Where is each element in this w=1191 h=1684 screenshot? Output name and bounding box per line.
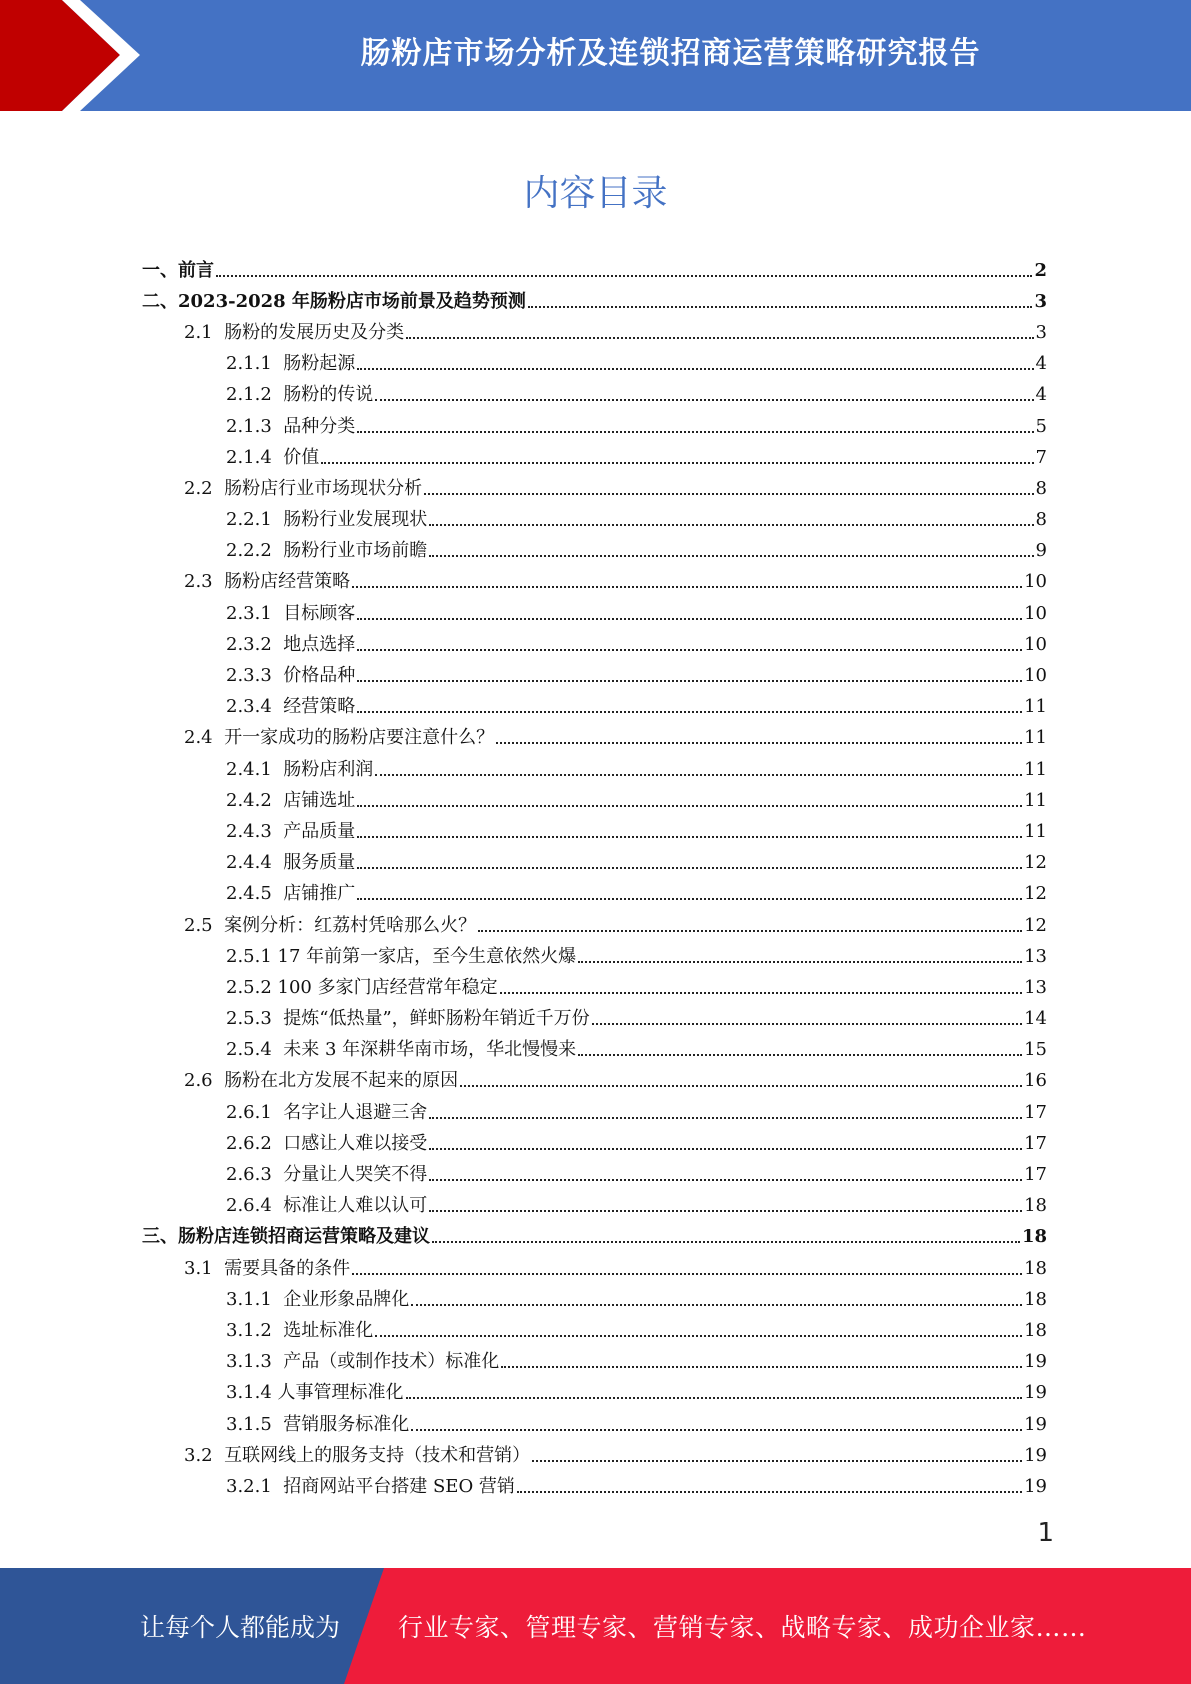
toc-entry-page: 2 (1034, 259, 1047, 281)
toc-entry-label: 名字让人退避三舍 (283, 1101, 428, 1123)
toc-dot-leader (375, 774, 1022, 776)
toc-dot-leader (357, 805, 1022, 807)
toc-dot-leader (496, 742, 1022, 744)
toc-dot-leader (357, 836, 1022, 838)
toc-entry[interactable] (142, 255, 1047, 286)
toc-entry-number: 2.3.3 (226, 665, 284, 687)
toc-entry-number: 2.3.2 (226, 633, 284, 655)
toc-entry[interactable] (142, 754, 1047, 785)
toc-entry[interactable] (142, 1222, 1047, 1253)
toc-dot-leader (517, 1491, 1022, 1493)
footer-slogan-left: 让每个人都能成为 (140, 1613, 341, 1642)
toc-entry[interactable] (142, 879, 1047, 910)
toc-entry-number: 2.4.5 (226, 883, 284, 905)
toc-dot-leader (352, 586, 1022, 588)
toc-entry-label: 肠粉在北方发展不起来的原因 (224, 1070, 459, 1092)
toc-dot-leader (432, 1241, 1020, 1243)
toc-entry-page: 10 (1024, 571, 1047, 593)
toc-entry-page: 8 (1035, 509, 1047, 531)
toc-entry-number: 二、 (142, 290, 178, 312)
toc-entry-label: 互联网线上的服务支持（技术和营销） (224, 1444, 531, 1466)
toc-entry[interactable] (142, 692, 1047, 723)
toc-dot-leader (357, 898, 1022, 900)
toc-dot-leader (406, 1397, 1023, 1399)
toc-entry-page: 10 (1024, 665, 1047, 687)
toc-entry[interactable] (142, 660, 1047, 691)
toc-entry-number: 2.3.1 (226, 602, 284, 624)
toc-entry-label: 价值 (283, 446, 320, 468)
toc-entry-page: 19 (1024, 1444, 1047, 1466)
toc-entry[interactable] (142, 848, 1047, 879)
toc-dot-leader (357, 368, 1033, 370)
toc-entry-page: 17 (1024, 1101, 1047, 1123)
toc-entry-page: 18 (1021, 1226, 1047, 1248)
toc-entry-label: 肠粉店经营策略 (224, 571, 351, 593)
toc-entry[interactable] (142, 1066, 1047, 1097)
toc-entry-label: 选址标准化 (283, 1319, 374, 1341)
toc-entry-page: 13 (1024, 976, 1047, 998)
toc-entry-number: 2.4.4 (226, 852, 284, 874)
toc-entry[interactable] (142, 411, 1047, 442)
page-footer (0, 1568, 1191, 1684)
toc-entry-number: 2.3 (184, 571, 225, 593)
toc-entry-number: 2.5.3 (226, 1008, 284, 1030)
toc-dot-leader (357, 618, 1022, 620)
toc-dot-leader (352, 1273, 1022, 1275)
toc-entry-number: 3.1.1 (226, 1288, 284, 1310)
toc-entry-page: 17 (1024, 1164, 1047, 1186)
toc-dot-leader (578, 961, 1022, 963)
toc-entry-page: 4 (1035, 353, 1047, 375)
toc-entry-page: 11 (1024, 727, 1047, 749)
toc-entry[interactable] (142, 1097, 1047, 1128)
toc-entry[interactable] (142, 567, 1047, 598)
toc-entry[interactable] (142, 972, 1047, 1003)
toc-entry-label: 人事管理标准化 (277, 1382, 404, 1404)
toc-entry-number: 2.5.4 (226, 1039, 284, 1061)
toc-entry[interactable] (142, 1253, 1047, 1284)
toc-entry-number: 3.2 (184, 1444, 225, 1466)
toc-entry[interactable] (142, 1004, 1047, 1035)
toc-entry[interactable] (142, 1035, 1047, 1066)
toc-dot-leader (357, 649, 1022, 651)
toc-entry[interactable] (142, 1315, 1047, 1346)
toc-entry-label: 店铺推广 (283, 883, 356, 905)
toc-entry-label: 案例分析：红荔村凭啥那么火？ (224, 914, 477, 936)
toc-entry-label: 经营策略 (283, 696, 356, 718)
toc-entry[interactable] (142, 473, 1047, 504)
toc-entry-label: 17 年前第一家店，至今生意依然火爆 (277, 945, 577, 967)
toc-entry[interactable] (142, 1378, 1047, 1409)
toc-entry-number: 2.5.2 (226, 976, 278, 998)
toc-entry-page: 10 (1024, 633, 1047, 655)
toc-entry-label: 需要具备的条件 (224, 1257, 351, 1279)
toc-dot-leader (532, 1460, 1022, 1462)
header-chevron-icon (0, 0, 150, 111)
toc-dot-leader (460, 1085, 1022, 1087)
toc-entry-page: 8 (1035, 477, 1047, 499)
toc-dot-leader (528, 306, 1033, 308)
toc-entry-page: 7 (1035, 446, 1047, 468)
toc-entry-number: 3.2.1 (226, 1475, 284, 1497)
toc-entry[interactable] (142, 1409, 1047, 1440)
toc-entry-number: 2.2.1 (226, 509, 284, 531)
toc-entry-number: 2.4.1 (226, 758, 284, 780)
toc-entry-number: 2.1.1 (226, 353, 284, 375)
toc-dot-leader (424, 493, 1033, 495)
toc-entry-page: 17 (1024, 1132, 1047, 1154)
toc-dot-leader (592, 1023, 1022, 1025)
toc-entry-label: 营销服务标准化 (283, 1413, 410, 1435)
toc-entry[interactable] (142, 1128, 1047, 1159)
toc-entry-page: 19 (1024, 1351, 1047, 1373)
toc-entry[interactable] (142, 1159, 1047, 1190)
toc-entry-label: 肠粉店利润 (283, 758, 374, 780)
toc-entry-number: 2.6 (184, 1070, 225, 1092)
toc-entry-number: 2.2.2 (226, 540, 284, 562)
toc-entry-number: 3.1 (184, 1257, 225, 1279)
table-of-contents (142, 255, 1047, 1503)
toc-entry-page: 19 (1024, 1475, 1047, 1497)
toc-entry-label: 目标顾客 (283, 602, 356, 624)
toc-dot-leader (411, 1304, 1022, 1306)
toc-dot-leader (357, 680, 1022, 682)
toc-entry-page: 15 (1024, 1039, 1047, 1061)
toc-entry-label: 口感让人难以接受 (283, 1132, 428, 1154)
toc-entry[interactable] (142, 1347, 1047, 1378)
toc-entry-page: 3 (1035, 321, 1047, 343)
toc-entry-number: 2.4 (184, 727, 225, 749)
toc-entry-label: 肠粉的传说 (283, 384, 374, 406)
toc-entry-number: 2.2 (184, 477, 225, 499)
toc-entry-page: 14 (1024, 1008, 1047, 1030)
toc-dot-leader (406, 337, 1033, 339)
toc-dot-leader (375, 1335, 1022, 1337)
toc-dot-leader (501, 1366, 1022, 1368)
toc-entry-page: 13 (1024, 945, 1047, 967)
toc-entry-label: 品种分类 (283, 415, 356, 437)
toc-entry-number: 2.1.2 (226, 384, 284, 406)
toc-entry[interactable] (142, 505, 1047, 536)
toc-entry-page: 11 (1024, 789, 1047, 811)
toc-entry-number: 3.1.3 (226, 1351, 284, 1373)
toc-title: 内容目录 (523, 173, 668, 214)
toc-entry-number: 2.3.4 (226, 696, 284, 718)
toc-entry-label: 开一家成功的肠粉店要注意什么？ (224, 727, 495, 749)
toc-entry-label: 100 多家门店经营常年稳定 (277, 976, 498, 998)
toc-entry-number: 2.4.2 (226, 789, 284, 811)
toc-entry-number: 2.1 (184, 321, 225, 343)
toc-entry-number: 2.6.2 (226, 1132, 284, 1154)
toc-entry[interactable] (142, 941, 1047, 972)
toc-entry-label: 肠粉的发展历史及分类 (224, 321, 405, 343)
toc-entry-label: 产品（或制作技术）标准化 (283, 1351, 500, 1373)
toc-entry[interactable] (142, 598, 1047, 629)
toc-entry-number: 3.1.5 (226, 1413, 284, 1435)
toc-entry-page: 18 (1024, 1319, 1047, 1341)
toc-entry-label: 招商网站平台搭建 SEO 营销 (283, 1475, 515, 1497)
toc-entry-page: 5 (1035, 415, 1047, 437)
toc-entry-number: 2.6.3 (226, 1164, 284, 1186)
toc-entry[interactable] (142, 1284, 1047, 1315)
toc-entry[interactable] (142, 785, 1047, 816)
toc-entry-label: 服务质量 (283, 852, 356, 874)
toc-dot-leader (321, 462, 1033, 464)
toc-dot-leader (429, 1179, 1022, 1181)
toc-entry[interactable] (142, 286, 1047, 317)
toc-entry-label: 标准让人难以认可 (283, 1195, 428, 1217)
page-number: 1 (1037, 1518, 1054, 1548)
toc-entry[interactable] (142, 816, 1047, 847)
toc-entry-label: 前言 (178, 259, 214, 281)
toc-entry-label: 肠粉店行业市场现状分析 (224, 477, 423, 499)
toc-dot-leader (429, 1148, 1022, 1150)
toc-entry-page: 11 (1024, 758, 1047, 780)
toc-dot-leader (375, 399, 1033, 401)
toc-entry[interactable] (142, 1440, 1047, 1471)
toc-dot-leader (429, 524, 1033, 526)
toc-dot-leader (429, 1117, 1022, 1119)
toc-entry-page: 12 (1024, 883, 1047, 905)
header-title: 肠粉店市场分析及连锁招商运营策略研究报告 (360, 36, 981, 71)
toc-entry-label: 分量让人哭笑不得 (283, 1164, 428, 1186)
toc-entry-number: 3.1.2 (226, 1319, 284, 1341)
toc-entry[interactable] (142, 1471, 1047, 1502)
toc-entry-label: 提炼“低热量”，鲜虾肠粉年销近千万份 (283, 1008, 590, 1030)
toc-entry-number: 2.6.1 (226, 1101, 284, 1123)
toc-entry-page: 19 (1024, 1382, 1047, 1404)
toc-entry-label: 未来 3 年深耕华南市场，华北慢慢来 (283, 1039, 577, 1061)
toc-entry[interactable] (142, 910, 1047, 941)
toc-entry-page: 16 (1024, 1070, 1047, 1092)
toc-dot-leader (429, 555, 1033, 557)
toc-dot-leader (500, 992, 1022, 994)
toc-entry-label: 肠粉行业市场前瞻 (283, 540, 428, 562)
toc-entry-label: 地点选择 (283, 633, 356, 655)
toc-entry-number: 2.5 (184, 914, 225, 936)
footer-slogan-right: 行业专家、管理专家、营销专家、战略专家、成功企业家…… (398, 1613, 1087, 1642)
toc-entry-label: 产品质量 (283, 820, 356, 842)
toc-entry[interactable] (142, 442, 1047, 473)
toc-entry-page: 11 (1024, 696, 1047, 718)
toc-entry-label: 价格品种 (283, 665, 356, 687)
toc-entry-number: 2.1.3 (226, 415, 284, 437)
toc-entry-number: 2.4.3 (226, 820, 284, 842)
toc-entry-page: 19 (1024, 1413, 1047, 1435)
toc-entry-page: 4 (1035, 384, 1047, 406)
toc-entry[interactable] (142, 349, 1047, 380)
toc-entry[interactable] (142, 536, 1047, 567)
toc-entry-label: 肠粉店连锁招商运营策略及建议 (178, 1226, 430, 1248)
toc-entry-page: 18 (1024, 1257, 1047, 1279)
toc-entry[interactable] (142, 723, 1047, 754)
toc-entry-page: 3 (1034, 290, 1047, 312)
toc-dot-leader (578, 1054, 1022, 1056)
toc-entry-page: 12 (1024, 914, 1047, 936)
toc-dot-leader (216, 275, 1032, 277)
toc-entry[interactable] (142, 1191, 1047, 1222)
toc-entry-number: 2.6.4 (226, 1195, 284, 1217)
toc-entry-number: 2.5.1 (226, 945, 278, 967)
toc-entry-page: 12 (1024, 852, 1047, 874)
toc-dot-leader (357, 431, 1033, 433)
toc-entry-label: 2023-2028 年肠粉店市场前景及趋势预测 (178, 290, 526, 312)
page-header (0, 0, 1191, 111)
toc-entry-label: 企业形象品牌化 (283, 1288, 410, 1310)
toc-dot-leader (429, 1210, 1022, 1212)
toc-entry-number: 3.1.4 (226, 1382, 278, 1404)
toc-entry-page: 10 (1024, 602, 1047, 624)
toc-entry-label: 店铺选址 (283, 789, 356, 811)
toc-entry[interactable] (142, 629, 1047, 660)
toc-entry-number: 一、 (142, 259, 178, 281)
toc-dot-leader (357, 711, 1022, 713)
toc-entry-page: 11 (1024, 820, 1047, 842)
toc-entry-page: 18 (1024, 1195, 1047, 1217)
toc-dot-leader (357, 867, 1022, 869)
toc-entry-page: 9 (1035, 540, 1047, 562)
toc-entry-number: 2.1.4 (226, 446, 284, 468)
toc-entry-label: 肠粉行业发展现状 (283, 509, 428, 531)
toc-dot-leader (478, 930, 1022, 932)
toc-entry[interactable] (142, 317, 1047, 348)
toc-dot-leader (411, 1429, 1022, 1431)
toc-entry-page: 18 (1024, 1288, 1047, 1310)
toc-entry-label: 肠粉起源 (283, 353, 356, 375)
toc-entry[interactable] (142, 380, 1047, 411)
toc-entry-number: 三、 (142, 1226, 178, 1248)
